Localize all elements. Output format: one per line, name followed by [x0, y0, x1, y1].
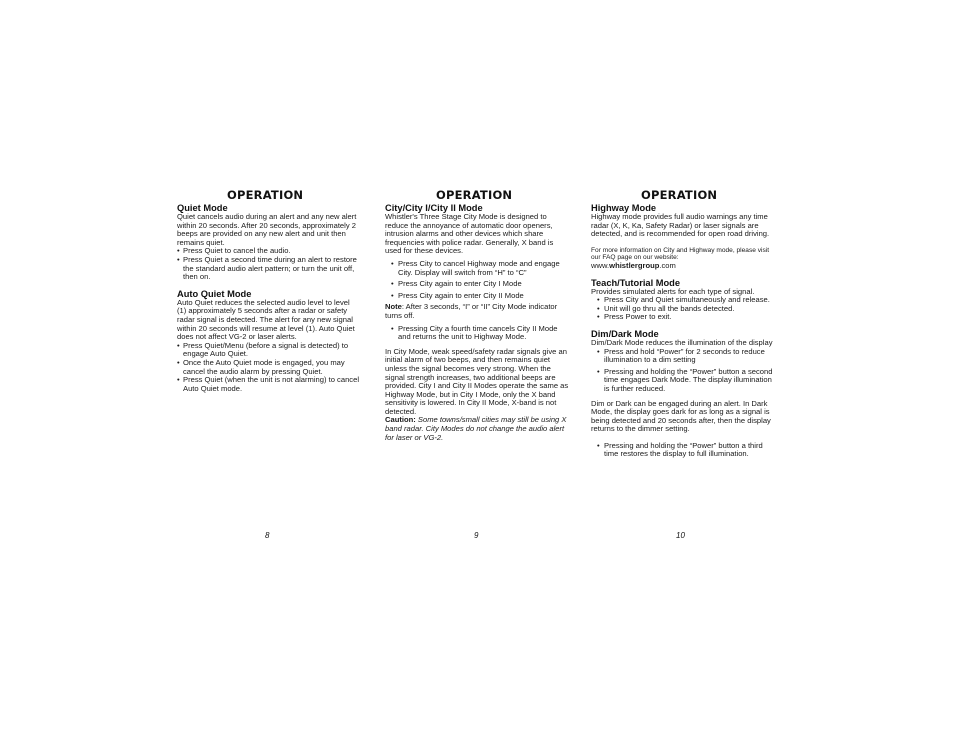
dim-mode-bullets	[591, 348, 775, 394]
section-header: OPERATION	[436, 188, 513, 202]
info-text: For more information on City and Highway mode, please visit our FAQ page on our website:	[591, 246, 770, 262]
list-item: • Press City again to enter City I Mode	[385, 280, 569, 289]
list-item: • Press City again to enter City II Mode	[385, 292, 569, 301]
page-10-column	[591, 189, 775, 459]
page-number-8: 8	[265, 531, 270, 540]
auto-quiet-heading: Auto Quiet Mode	[177, 288, 252, 299]
city-mode-body-2: In City Mode, weak speed/safety radar signals give an initial alarm of two beeps, and then remains quiet unless the signal becomes very strong. When the signal strength increases, two additional beeps are provided. City I and City II Modes operate the same as Highway Mode, but in City I Mode, only the X band sensitivity is lowered. In City II Mode, X-band is not detected.	[385, 346, 569, 416]
list-item: • Press City and Quiet simultaneously and release.	[591, 296, 775, 305]
list-item: • Once the Auto Quiet mode is engaged, you may cancel the audio alarm by pressing Quiet.	[177, 359, 361, 376]
teach-mode-bullets	[591, 296, 775, 322]
quiet-mode-heading: Quiet Mode	[177, 203, 228, 213]
auto-quiet-bullets	[177, 342, 361, 394]
section-header: OPERATION	[641, 188, 718, 202]
list-item: • Press Quiet to cancel the audio.	[177, 247, 361, 256]
auto-quiet-body: Auto Quiet reduces the selected audio level to level (1) approximately 5 seconds after a radar or safety radar signal is detected. The alert for any new signal within 20 seconds will resume at level (1). Auto Quiet does not affect VG-2 or laser alerts.	[177, 297, 355, 342]
section-header: OPERATION	[227, 188, 304, 202]
quiet-mode-bullets	[177, 247, 361, 281]
caution-paragraph	[385, 416, 569, 442]
caution-text: Some towns/small cities may still be using X band radar. City Modes do not change the audio alert for laser or VG-2.	[385, 415, 567, 442]
list-item: • Unit will go thru all the bands detected.	[591, 305, 775, 314]
list-item: • Pressing and holding the “Power” button a third time restores the display to full illumination.	[591, 442, 775, 459]
note-paragraph	[385, 303, 569, 320]
city-mode-bullets	[385, 260, 569, 300]
page-9-column	[385, 189, 569, 442]
dim-mode-body-2: Dim or Dark can be engaged during an alert. In Dark Mode, the display goes dark for as long as a signal is being detected and 20 seconds after, then the display returns to the dimmer setting.	[591, 398, 771, 434]
list-item: • Press Quiet a second time during an alert to restore the standard audio alert pattern; or turn the unit off, then on.	[177, 256, 361, 282]
list-item: • Press Quiet/Menu (before a signal is detected) to engage Auto Quiet.	[177, 342, 361, 359]
list-item: • Press and hold “Power” for 2 seconds to reduce illumination to a dim setting	[591, 348, 775, 365]
dim-mode-heading: Dim/Dark Mode	[591, 328, 659, 339]
list-item: • Press Power to exit.	[591, 313, 775, 322]
highway-mode-body: Highway mode provides full audio warnings any time radar (X, K, Ka, Safety Radar) or laser signals are detected, and is recommended for open road driving.	[591, 212, 770, 239]
list-item: • Pressing and holding the “Power” button a second time engages Dark Mode. The display illumination is further reduced.	[591, 368, 775, 394]
dim-mode-bullets-2	[591, 442, 775, 459]
list-item: • Press Quiet (when the unit is not alarming) to cancel Auto Quiet mode.	[177, 376, 361, 393]
note-label: Note	[385, 302, 402, 312]
city-mode-heading: City/City I/City II Mode	[385, 203, 483, 213]
page-number-9: 9	[474, 531, 479, 540]
teach-mode-body: Provides simulated alerts for each type of signal.	[591, 286, 755, 296]
www-domain: whistlergroup	[609, 260, 660, 270]
page-8-column	[177, 189, 361, 393]
quiet-mode-body: Quiet cancels audio during an alert and any new alert within 20 seconds. After 20 seconds, approximately 2 beeps are provided on any new alert and unit then remains quiet.	[177, 212, 357, 247]
dim-mode-body: Dim/Dark Mode reduces the illumination of the display	[591, 337, 773, 347]
city-mode-body: Whistler's Three Stage City Mode is designed to reduce the annoyance of automatic door openers, intrusion alarms and other devices which share frequencies with police radar. Generally, X band is used for these devices.	[385, 212, 554, 256]
highway-mode-heading: Highway Mode	[591, 203, 657, 213]
list-item: • Press City to cancel Highway mode and engage City. Display will switch from “H” to “C”	[385, 260, 569, 277]
caution-label: Caution:	[385, 415, 416, 425]
www-suffix: .com	[659, 260, 676, 270]
www-prefix: www.	[591, 260, 610, 270]
teach-mode-heading: Teach/Tutorial Mode	[591, 277, 681, 288]
list-item: • Pressing City a fourth time cancels City II Mode and returns the unit to Highway Mode.	[385, 325, 569, 342]
city-mode-bullets-2	[385, 325, 569, 342]
website-link[interactable]	[591, 262, 775, 271]
page-number-10: 10	[676, 531, 685, 540]
note-text: : After 3 seconds, “I” or “II” City Mode indicator turns off.	[385, 302, 558, 320]
